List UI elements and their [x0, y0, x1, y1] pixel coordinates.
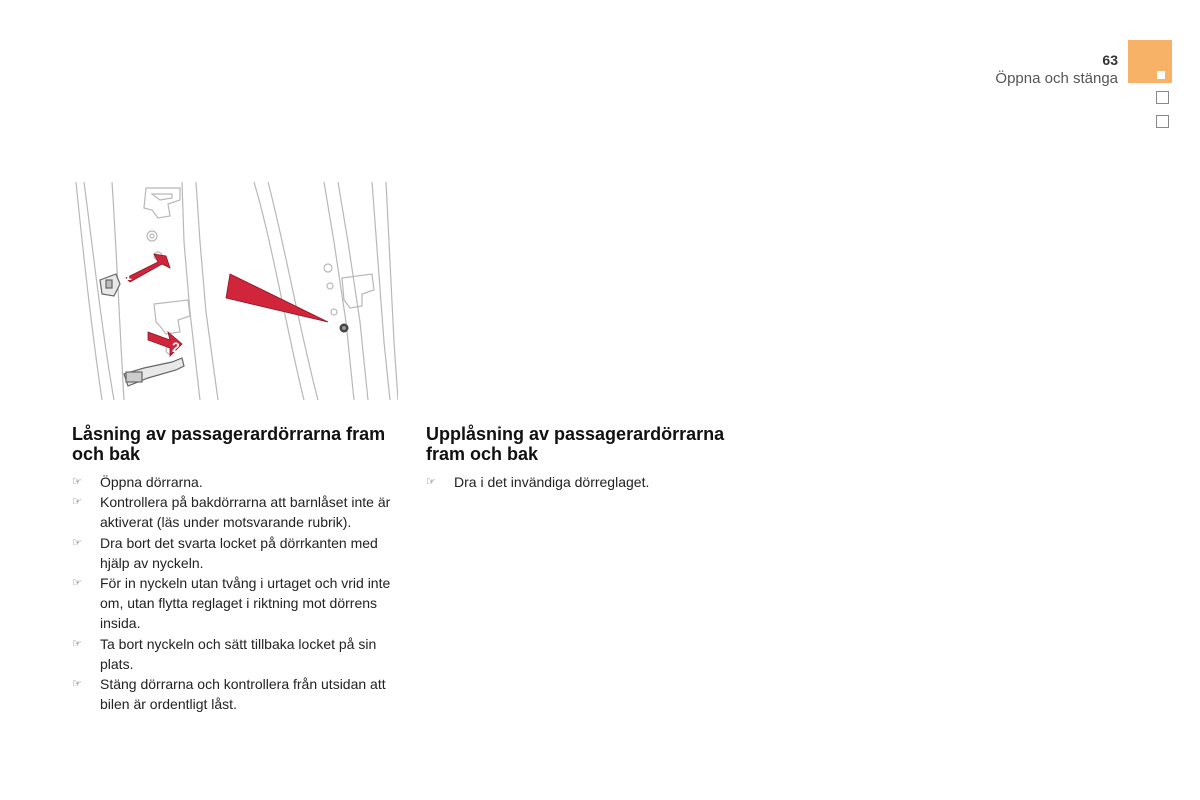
pointing-hand-icon: ☞ — [72, 637, 82, 650]
list-item: ☞ Ta bort nyckeln och sätt tillbaka locket på sin plats. — [72, 635, 377, 672]
section-title: Upplåsning av passagerardörrarna fram och bak — [426, 424, 725, 464]
page-number: 63 — [1102, 52, 1118, 68]
bullet-list — [72, 472, 402, 714]
callout-2: 2 — [172, 339, 180, 355]
pointing-hand-icon: ☞ — [72, 678, 82, 691]
list-item: ☞ Dra i det invändiga dörreglaget. — [426, 472, 726, 492]
door-lock-illustration — [72, 182, 398, 400]
pointing-hand-icon: ☞ — [72, 496, 82, 509]
pointing-hand-icon: ☞ — [72, 536, 82, 549]
section-title: Låsning av passagerardörrarna fram och bak — [72, 424, 386, 464]
callout-1: 1 — [124, 267, 132, 283]
section-locking — [72, 424, 402, 714]
list-item: ☞ Kontrollera på bakdörrarna att barnlåset inte är aktiverat (läs under motsvarande rubrik). — [72, 494, 391, 531]
tab-marker — [1157, 71, 1165, 79]
chapter-tab-3 — [1156, 115, 1169, 128]
pointing-hand-icon: ☞ — [72, 476, 82, 488]
list-item: ☞ För in nyckeln utan tvång i urtaget och vrid inte om, utan flytta reglaget i riktning mot dörrens insida. — [72, 575, 391, 632]
chapter-title: Öppna och stänga — [995, 70, 1118, 87]
pointing-hand-icon: ☞ — [426, 476, 436, 488]
chapter-tab-active — [1128, 40, 1172, 83]
list-item: ☞ Öppna dörrarna. — [72, 472, 402, 492]
section-unlocking — [426, 424, 726, 492]
list-item: ☞ Stäng dörrarna och kontrollera från utsidan att bilen är ordentligt låst. — [72, 676, 386, 713]
list-item: ☞ Dra bort det svarta locket på dörrkanten med hjälp av nyckeln. — [72, 534, 378, 571]
bullet-list — [426, 472, 726, 492]
pointing-hand-icon: ☞ — [72, 577, 82, 590]
chapter-tab-2 — [1156, 91, 1169, 104]
